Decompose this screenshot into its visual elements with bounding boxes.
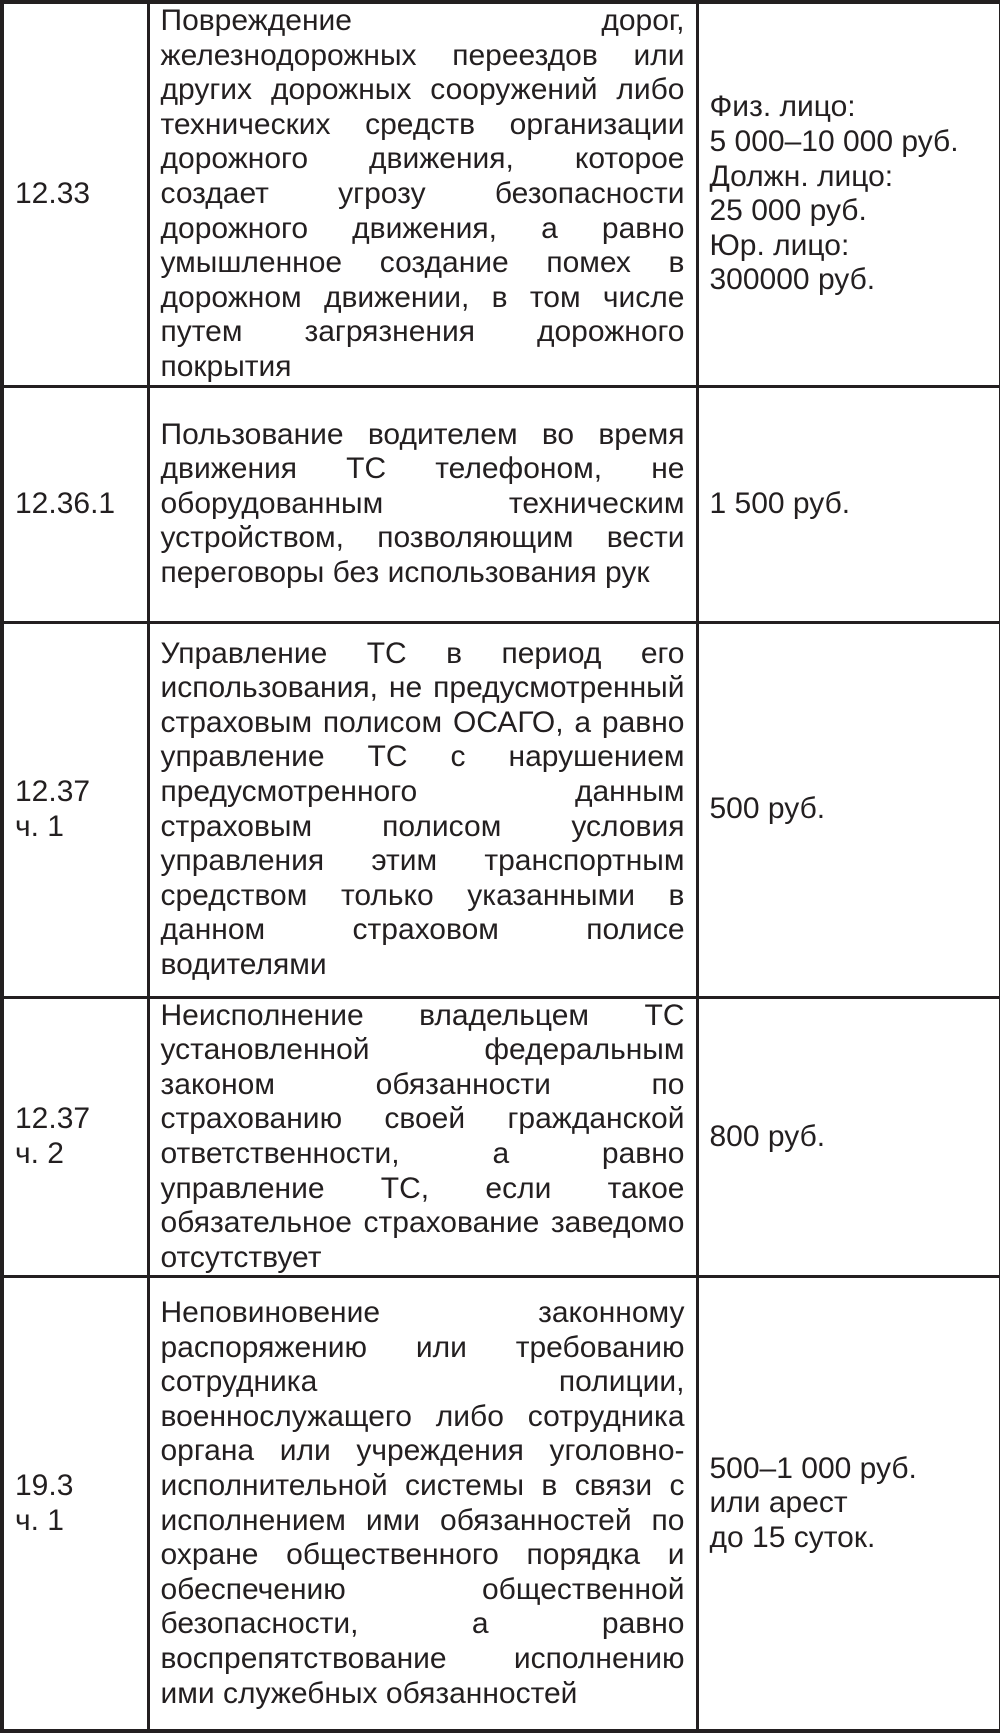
article-cell <box>2 1277 148 1731</box>
article-number: 12.37 <box>15 1102 91 1136</box>
article-cell <box>2 2 148 386</box>
article-part: ч. 2 <box>15 1136 64 1170</box>
fine-line: до 15 суток. <box>709 1520 876 1554</box>
fine-line: Должн. лицо: <box>709 159 894 193</box>
fine-cell <box>697 1277 1000 1731</box>
violation-description: Повреждение дорог, железнодорожных переездов или других дорожных сооружений либо технических средств организации дорожного движения, которое создает угрозу безопасности дорожного движения, а равно умышленное создание помех в дорожном движении, в том числе путем загрязнения дорожного покрытия <box>148 2 697 386</box>
fine-line: 300000 руб. <box>709 263 876 297</box>
fine-cell <box>697 386 1000 622</box>
article-cell <box>2 622 148 997</box>
article-number: 19.3 <box>15 1468 74 1502</box>
fine-line: 500 руб. <box>709 792 826 826</box>
article-cell <box>2 386 148 622</box>
article-number: 12.36.1 <box>15 486 116 520</box>
table-row <box>2 2 1000 386</box>
fine-cell <box>697 622 1000 997</box>
fine-cell <box>697 997 1000 1277</box>
table-row <box>2 622 1000 997</box>
article-number: 12.37 <box>15 774 91 808</box>
article-cell <box>2 997 148 1277</box>
fine-line: 500–1 000 руб. <box>709 1451 917 1485</box>
fine-line: 5 000–10 000 руб. <box>709 125 959 159</box>
fine-line: 800 руб. <box>709 1119 826 1153</box>
fine-line: или арест <box>709 1486 848 1520</box>
article-number: 12.33 <box>15 176 91 210</box>
table-row <box>2 386 1000 622</box>
fine-line: 1 500 руб. <box>709 486 851 520</box>
fine-cell <box>697 2 1000 386</box>
table-row <box>2 1277 1000 1731</box>
violation-description: Пользование водителем во время движения ТС телефоном, не оборудованным техническим устройством, позволяющим вести переговоры без использования рук <box>148 386 697 622</box>
fine-line: 25 000 руб. <box>709 194 867 228</box>
fine-line: Юр. лицо: <box>709 228 850 262</box>
article-part: ч. 1 <box>15 1503 64 1537</box>
violation-description: Неповиновение законному распоряжению или требованию сотрудника полиции, военнослужащего либо сотрудника органа или учреждения уголовно-исполнительной системы в связи с исполнением ими обязанностей по охране общественного порядка и обеспечению общественной безопасности, а равно воспрепятствование исполнению ими служебных обязанностей <box>148 1277 697 1731</box>
fine-line: Физ. лицо: <box>709 90 856 124</box>
table-row <box>2 997 1000 1277</box>
violation-description: Управление ТС в период его использования, не предусмотренный страховым полисом ОСАГО, а равно управление ТС с нарушением предусмотренного данным страховым полисом условия управления этим транспортным средством только указанными в данном страховом полисе водителями <box>148 622 697 997</box>
article-part: ч. 1 <box>15 809 64 843</box>
violation-description: Неисполнение владельцем ТС установленной федеральным законом обязанности по страхованию своей гражданской ответственности, а равно управление ТС, если такое обязательное страхование заведомо отсутствует <box>148 997 697 1277</box>
